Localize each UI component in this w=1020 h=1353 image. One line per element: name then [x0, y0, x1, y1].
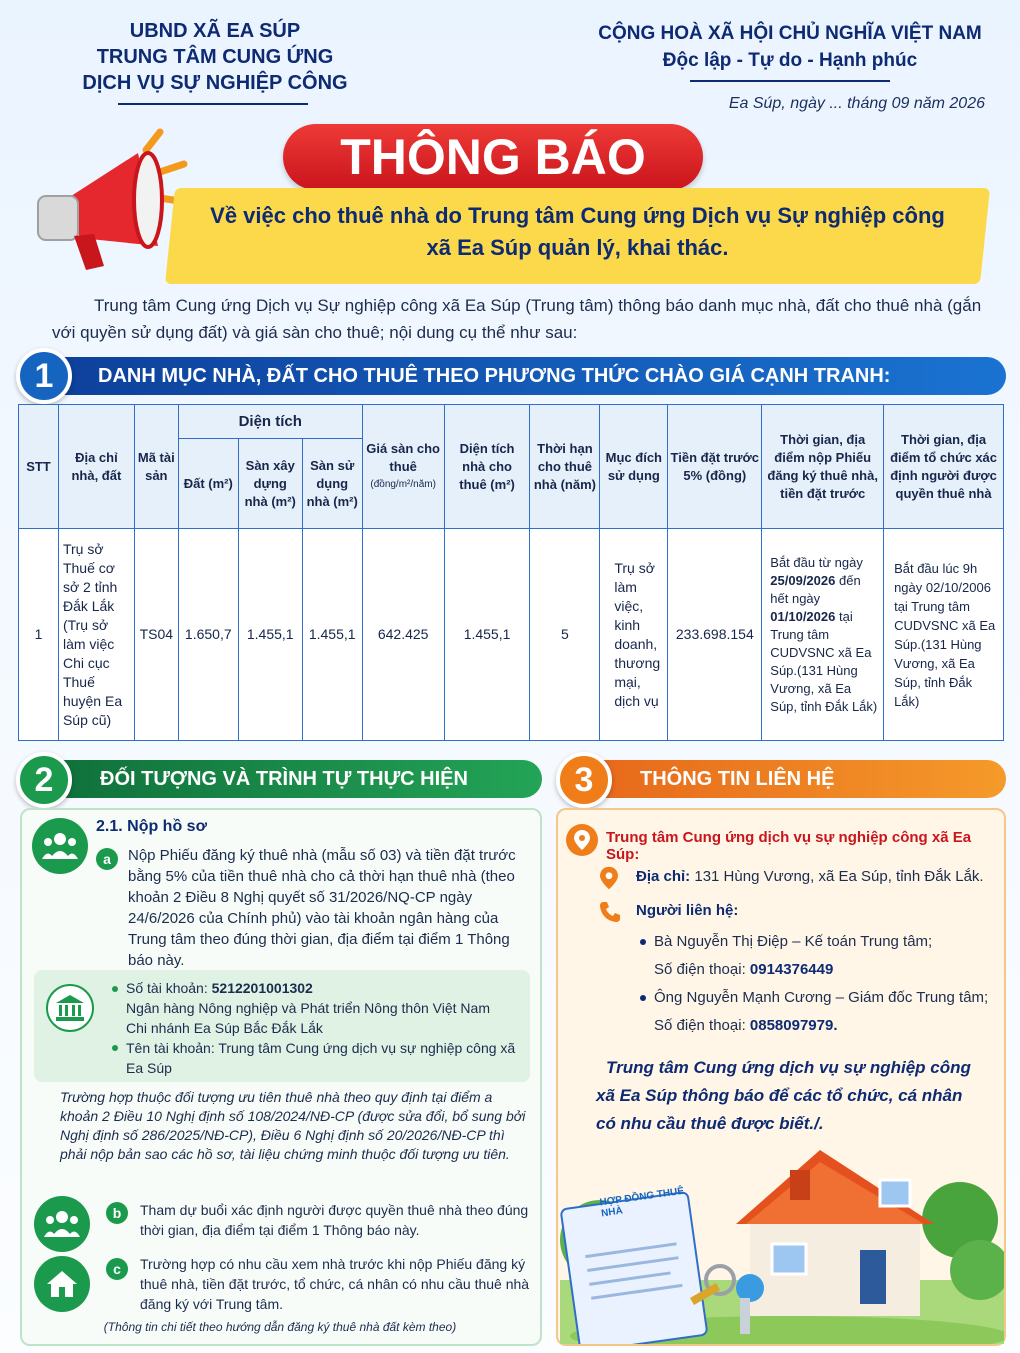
td-term: 5 — [530, 529, 600, 741]
org-name — [40, 18, 390, 96]
notice-subtitle — [190, 200, 965, 264]
org-underline — [118, 103, 308, 105]
submit-start-date: 25/09/2026 — [770, 572, 836, 588]
phone-1-label: Số điện thoại: — [654, 961, 750, 978]
th-floor-price-label: Giá sàn cho thuê — [366, 440, 440, 474]
section2-number: 2 — [16, 752, 72, 808]
notice-title: THÔNG BÁO — [283, 124, 703, 190]
th-stt: STT — [19, 405, 59, 529]
bullet — [112, 1045, 118, 1051]
section1-title: DANH MỤC NHÀ, ĐẤT CHO THUÊ THEO PHƯƠNG THỨC CHÀO GIÁ CẠNH TRANH: — [98, 365, 891, 387]
submit-start-label: Bắt đầu từ ngày — [770, 554, 863, 570]
subtitle-line-2: xã Ea Súp quản lý, khai thác. — [426, 235, 729, 260]
bullet — [112, 986, 118, 992]
priority-note: Trường hợp thuộc đối tượng ưu tiên thuê nhà theo quy định tại điểm a khoản 2 Điều 10 Nghị định số 108/2024/NĐ-CP (được sửa đổi, bổ sung bởi Nghị định số 286/2025/NĐ-CP), Điều 6 Nghị định số 20/2026/NĐ-CP thì phải nộp bản sao các hồ sơ, tài liệu chứng minh thuộc đối tượng ưu tiên. — [60, 1089, 526, 1162]
subtitle-line-1: Về việc cho thuê nhà do Trung tâm Cung ứng Dịch vụ Sự nghiệp công — [210, 203, 945, 228]
td-submit-time — [762, 529, 884, 741]
item-a-text: Nộp Phiếu đăng ký thuê nhà (mẫu số 03) và tiền đặt trước bằng 5% của tiền thuê nhà cho cả thời hạn thuê nhà (theo khoản 2 Điều 8 Nghị quyết số 31/2026/NQ-CP ngày 24/6/2026 của Chính phủ) vào tài khoản ngân hàng của Trung tâm theo đúng thời gian, địa điểm tại điểm 1 Thông báo này. — [128, 847, 516, 969]
person-1: Bà Nguyễn Thị Điệp – Kế toán Trung tâm; — [654, 933, 933, 950]
td-asset-code: TS04 — [134, 529, 178, 741]
bank-details — [112, 978, 522, 1078]
bullet — [640, 939, 646, 945]
location-pin-icon — [600, 866, 618, 895]
th-select-time: Thời gian, địa điểm tổ chức xác định người được quyền thuê nhà — [884, 405, 1004, 529]
section2-subtitle: 2.1. Nộp hồ sơ — [96, 818, 207, 835]
td-stt: 1 — [19, 529, 59, 741]
nation-motto — [590, 20, 990, 74]
section3-number: 3 — [556, 752, 612, 808]
contact-person-1 — [640, 928, 1000, 956]
account-name: Tên tài khoản: Trung tâm Cung ứng dịch vụ sự nghiệp công xã Ea Súp — [126, 1040, 516, 1076]
org-line-3: DỊCH VỤ SỰ NGHIỆP CÔNG — [82, 72, 348, 94]
contact-phone-2 — [640, 1012, 1000, 1040]
bank-icon — [46, 984, 94, 1032]
th-term: Thời hạn cho thuê nhà (năm) — [530, 405, 600, 529]
section1-bar — [28, 357, 1006, 395]
contact-person-2 — [640, 984, 1000, 1012]
person-2: Ông Nguyễn Mạnh Cương – Giám đốc Trung tâm; — [654, 989, 989, 1006]
section3-title: THÔNG TIN LIÊN HỆ — [640, 768, 835, 790]
account-number: 5212201001302 — [211, 980, 313, 996]
th-address: Địa chỉ nhà, đất — [58, 405, 134, 529]
th-asset-code: Mã tài sản — [134, 405, 178, 529]
house-illustration — [560, 1140, 1004, 1344]
td-floor-price: 642.425 — [362, 529, 444, 741]
org-line-1: UBND XÃ EA SÚP — [129, 20, 301, 42]
footnote: (Thông tin chi tiết theo hướng dẫn đăng ký thuê nhà đất kèm theo) — [103, 1320, 457, 1334]
item-b-letter: b — [106, 1202, 128, 1224]
address-label: Địa chỉ: — [636, 868, 695, 885]
contact-phone-1 — [640, 956, 1000, 984]
org-line-2: TRUNG TÂM CUNG ỨNG — [96, 46, 334, 68]
section1-number: 1 — [16, 348, 72, 404]
th-construction: Sàn xây dựng nhà (m²) — [238, 439, 302, 529]
intro-paragraph: Trung tâm Cung ứng Dịch vụ Sự nghiệp công xã Ea Súp (Trung tâm) thông báo danh mục nhà, đất cho thuê nhà (gắn với quyền sử dụng đất) và giá sàn cho thuê; nội dung cụ thể như sau: — [52, 296, 982, 342]
contact-label: Người liên hệ: — [636, 902, 739, 919]
account-name-line — [112, 1038, 522, 1078]
td-land: 1.650,7 — [178, 529, 238, 741]
group-icon — [34, 1196, 90, 1252]
td-deposit: 233.698.154 — [668, 529, 762, 741]
item-c-letter: c — [106, 1258, 128, 1280]
item-a-letter: a — [96, 848, 118, 870]
section2-title: ĐỐI TƯỢNG VÀ TRÌNH TỰ THỰC HIỆN — [100, 768, 468, 790]
property-table — [18, 404, 1004, 741]
th-area-group: Diện tích — [178, 405, 362, 439]
phone-icon — [598, 900, 622, 929]
th-purpose: Mục đích sử dụng — [600, 405, 668, 529]
bank-name: Ngân hàng Nông nghiệp và Phát triển Nông thôn Việt Nam — [126, 1000, 490, 1016]
section3-bar — [570, 760, 1006, 798]
submit-end-label: đến hết ngày — [770, 572, 861, 606]
item-b-text: Tham dự buổi xác định người được quyền thuê nhà theo đúng thời gian, địa điểm tại điểm 1 Thông báo này. — [140, 1202, 529, 1238]
submit-location: tại Trung tâm CUDVSNC xã Ea Súp.(131 Hùng Vương, xã Ea Súp, tỉnh Đắk Lắk) — [770, 608, 878, 714]
bank-branch: Chi nhánh Ea Súp Bắc Đắk Lắk — [126, 1020, 323, 1036]
th-deposit: Tiền đặt trước 5% (đồng) — [668, 405, 762, 529]
td-address: Trụ sở Thuế cơ sở 2 tỉnh Đắk Lắk (Trụ sở làm việc Chi cục Thuế huyện Ea Súp cũ) — [58, 529, 134, 741]
phone-1: 0914376449 — [749, 961, 834, 978]
location-badge-icon — [566, 824, 598, 856]
contacts-list — [640, 928, 1000, 1040]
td-construction: 1.455,1 — [238, 529, 302, 741]
address-value: 131 Hùng Vương, xã Ea Súp, tỉnh Đắk Lắk. — [694, 868, 984, 885]
td-rent-area: 1.455,1 — [444, 529, 530, 741]
section2-bar — [30, 760, 542, 798]
bullet — [640, 995, 646, 1001]
table-row — [19, 529, 1004, 741]
td-purpose: Trụ sở làm việc, kinh doanh, thương mại, dịch vụ — [600, 529, 668, 741]
home-icon — [34, 1256, 90, 1312]
td-usage: 1.455,1 — [302, 529, 362, 741]
th-usage: Sàn sử dụng nhà (m²) — [302, 439, 362, 529]
td-select-time: Bắt đầu lúc 9h ngày 02/10/2006 tại Trung tâm CUDVSNC xã Ea Súp.(131 Hùng Vương, xã Ea Súp, tỉnh Đắk Lắk) — [884, 529, 1004, 741]
th-floor-price-unit: (đồng/m²/năm) — [370, 478, 436, 490]
th-land: Đất (m²) — [178, 439, 238, 529]
phone-2-label: Số điện thoại: — [654, 1017, 750, 1034]
nation-line-2: Độc lập - Tự do - Hạnh phúc — [662, 50, 918, 71]
nation-underline — [690, 80, 890, 82]
account-number-line — [112, 978, 522, 998]
phone-2: 0858097979. — [749, 1017, 838, 1034]
closing-text: Trung tâm Cung ứng dịch vụ sự nghiệp công xã Ea Súp thông báo để các tổ chức, cá nhân có nhu cầu thuê được biết./. — [596, 1058, 971, 1133]
center-name: Trung tâm Cung ứng dịch vụ sự nghiệp công xã Ea Súp: — [606, 829, 972, 863]
issue-date: Ea Súp, ngày ... tháng 09 năm 2026 — [728, 95, 985, 112]
account-label: Số tài khoản: — [126, 980, 212, 996]
th-rent-area: Diện tích nhà cho thuê (m²) — [444, 405, 530, 529]
th-floor-price — [362, 405, 444, 529]
people-icon — [32, 818, 88, 874]
submit-end-date: 01/10/2026 — [770, 608, 836, 624]
property-table-wrap — [18, 404, 1004, 741]
contract-label: HỢP ĐỒNG THUÊ NHÀ — [598, 1185, 685, 1220]
item-c-text: Trường hợp có nhu cầu xem nhà trước khi nộp Phiếu đăng ký thuê nhà, tiền đặt trước, tổ chức, cá nhân có nhu cầu thuê nhà đăng ký với Trung tâm. — [140, 1256, 530, 1312]
nation-line-1: CỘNG HOÀ XÃ HỘI CHỦ NGHĨA VIỆT NAM — [598, 23, 982, 44]
th-submit-time: Thời gian, địa điểm nộp Phiếu đăng ký thuê nhà, tiền đặt trước — [762, 405, 884, 529]
address-line — [636, 868, 984, 885]
